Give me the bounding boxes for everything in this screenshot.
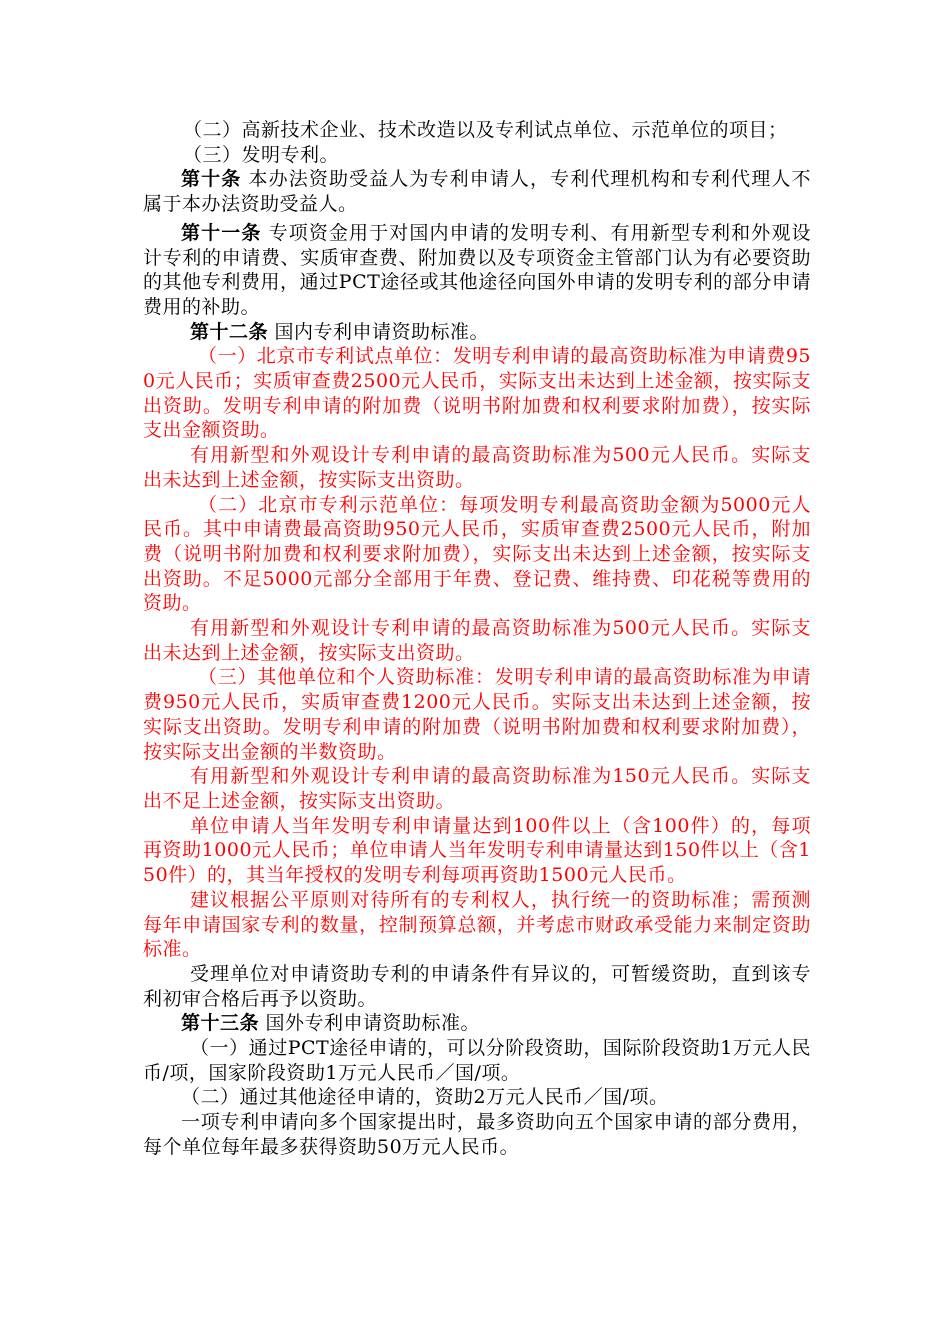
paragraph-text: （一）通过PCT途径申请的，可以分阶段资助，国际阶段资助1万元人民币/项，国家阶段资助1万元人民币／国/项。 (143, 1037, 811, 1084)
article-12 (143, 320, 811, 345)
article-heading: 第十条 (181, 168, 242, 191)
multi-country-cap (143, 1110, 811, 1159)
article-heading: 第十二条 (190, 320, 269, 343)
paragraph-text: （二）高新技术企业、技术改造以及专利试点单位、示范单位的项目； (183, 119, 788, 141)
article-heading: 第十三条 (181, 1012, 260, 1035)
demo-unit-standard (143, 493, 811, 617)
paragraph-text: 单位申请人当年发明专利申请量达到100件以上（含100件）的，每项再资助1000元人民币；单位申请人当年发明专利申请量达到150件以上（含150件）的，其当年授权的发明专利每项再资助1500元人民币。 (143, 814, 811, 887)
paragraph-text: （二）通过其他途径申请的，资助2万元人民币／国/项。 (181, 1086, 669, 1109)
paragraph-text: （二）北京市专利示范单位：每项发明专利最高资助金额为5000元人民币。其中申请费最高资助950元人民币，实质审查费2500元人民币，附加费（说明书附加费和权利要求附加费），实际支出未达到上述金额，按实际支出资助。不足5000元部分全部用于年费、登记费、维持费、印花税等费用的资助。 (143, 493, 811, 615)
paragraph-text: 受理单位对申请资助专利的申请条件有异议的，可暂缓资助，直到该专利初审合格后再予以资助。 (143, 962, 811, 1010)
paragraph-text: 有用新型和外观设计专利申请的最高资助标准为150元人民币。实际支出不足上述金额，按实际支出资助。 (143, 765, 811, 812)
demo-unit-utility-standard (143, 616, 811, 665)
article-13 (143, 1011, 811, 1036)
pilot-unit-standard (143, 344, 811, 443)
paragraph-text: （一）北京市专利试点单位：发明专利申请的最高资助标准为申请费950元人民币；实质审查费2500元人民币，实际支出未达到上述金额，按实际支出资助。发明专利申请的附加费（说明书附加费和权利要求附加费），按实际支出金额资助。 (143, 345, 811, 442)
other-unit-standard (143, 665, 811, 764)
paragraph-text: 一项专利申请向多个国家提出时，最多资助向五个国家申请的部分费用，每个单位每年最多获得资助50万元人民币。 (143, 1111, 811, 1158)
article-11 (143, 221, 811, 320)
pct-standard (143, 1036, 811, 1085)
article-10 (143, 167, 811, 216)
other-route-standard (143, 1085, 811, 1110)
pilot-unit-utility-standard (143, 443, 811, 492)
paragraph-item-2 (143, 118, 811, 143)
paragraph-text: 建议根据公平原则对待所有的专利权人，执行统一的资助标准；需预测每年申请国家专利的数量，控制预算总额，并考虑市财政承受能力来制定资助标准。 (143, 888, 811, 961)
paragraph-text: （三）其他单位和个人资助标准：发明专利申请的最高资助标准为申请费950元人民币，实质审查费1200元人民币。实际支出未达到上述金额，按实际支出资助。发明专利申请的附加费（说明书附加费和权利要求附加费），按实际支出金额的半数资助。 (143, 666, 811, 763)
document-page (143, 118, 811, 1160)
article-body: 国内专利申请资助标准。 (268, 320, 490, 343)
paragraph-text: 有用新型和外观设计专利申请的最高资助标准为500元人民币。实际支出未达到上述金额，按实际支出资助。 (143, 617, 811, 664)
article-body: 本办法资助受益人为专利申请人，专利代理机构和专利代理人不属于本办法资助受益人。 (143, 168, 811, 216)
paragraph-item-3 (143, 143, 811, 168)
suggestion-note (143, 888, 811, 962)
article-body: 国外专利申请资助标准。 (259, 1012, 481, 1035)
paragraph-text: （三）发明专利。 (183, 143, 340, 166)
deferral-rule (143, 962, 811, 1011)
paragraph-text: 有用新型和外观设计专利申请的最高资助标准为500元人民币。实际支出未达到上述金额，按实际支出资助。 (143, 444, 811, 491)
volume-bonus-rule (143, 814, 811, 888)
article-heading: 第十一条 (181, 221, 262, 244)
article-body: 专项资金用于对国内申请的发明专利、有用新型专利和外观设计专利的申请费、实质审查费、附加费以及专项资金主管部门认为有必要资助的其他专利费用，通过PCT途径或其他途径向国外申请的发明专利的部分申请费用的补助。 (143, 221, 811, 318)
other-unit-utility-standard (143, 764, 811, 813)
